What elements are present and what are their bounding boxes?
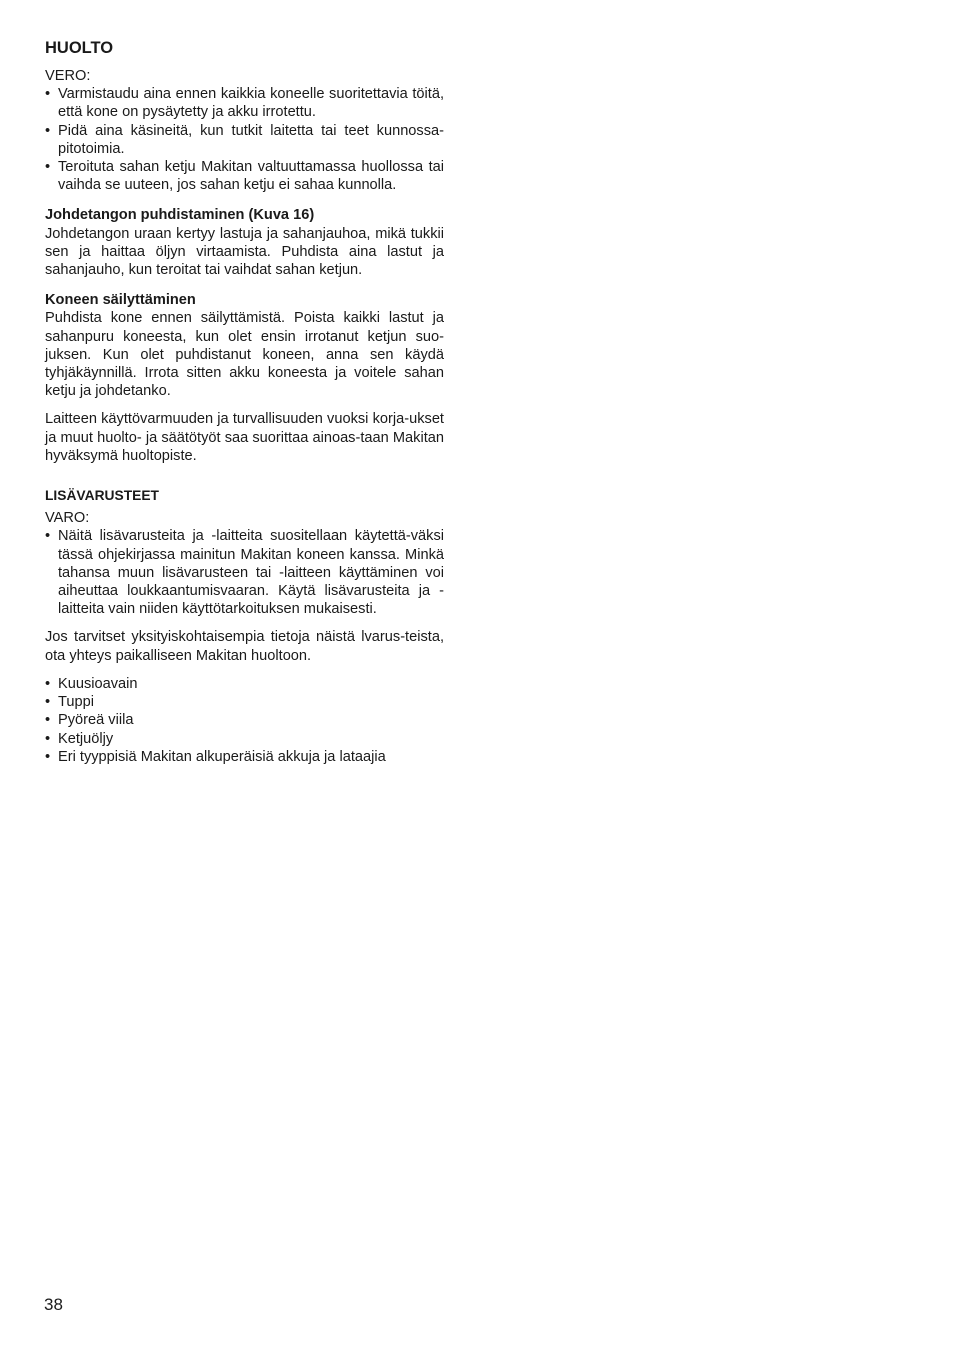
subsection-title-bar-cleaning: Johdetangon puhdistaminen (Kuva 16) bbox=[45, 207, 315, 224]
caution-label-huolto: VERO: bbox=[45, 68, 91, 84]
list-item: • Eri tyyppisiä Makitan alkuperäisiä akkuja ja lataajia bbox=[45, 748, 444, 766]
paragraph-storage-2: Laitteen käyttövarmuuden ja turvallisuuden vuoksi korja-ukset ja muut huolto- ja säätötyöt saa suorittaa ainoas-taan Makitan hyväksymä huoltopiste. bbox=[45, 411, 444, 464]
text-column bbox=[45, 38, 444, 766]
page-number: 38 bbox=[44, 1295, 63, 1314]
huolto-bullet-list bbox=[45, 85, 444, 194]
list-item: • Näitä lisävarusteita ja -laitteita suositellaan käytettä-väksi tässä ohjekirjassa mainitun Makitan koneen kanssa. Minkä tahansa muun lisävarusteen tai -laitteen käyttäminen voi aiheuttaa loukkaantumisvaaran. Käytä lisävarusteita ja -laitteita vain niiden käyttötarkoituksen mukaisesti. bbox=[45, 527, 444, 618]
list-item: • Teroituta sahan ketju Makitan valtuuttamassa huollossa tai vaihda se uuteen, jos sahan ketju ei sahaa kunnolla. bbox=[45, 158, 444, 194]
paragraph-bar-cleaning: Johdetangon uraan kertyy lastuja ja sahanjauhoa, mikä tukkii sen ja haittaa öljyn virtaamista. Puhdista aina lastut ja sahanjauho, kun teroitat tai vaihdat sahan ketjun. bbox=[45, 225, 444, 279]
subsection-title-storage: Koneen säilyttäminen bbox=[45, 292, 196, 309]
caution-label-accessories: VARO: bbox=[45, 510, 90, 527]
accessories-item-list bbox=[45, 675, 444, 766]
accessories-caution-list bbox=[45, 527, 444, 618]
list-item: • Varmistaudu aina ennen kaikkia koneelle suoritettavia töitä, että kone on pysäytetty ja akku irrotettu. bbox=[45, 85, 444, 121]
list-item: • Kuusioavain bbox=[45, 675, 444, 693]
list-item: • Pidä aina käsineitä, kun tutkit laitetta tai teet kunnossa-pitotoimia. bbox=[45, 122, 444, 158]
section-title-accessories: LISÄVARUSTEET bbox=[45, 488, 159, 504]
paragraph-accessories-info: Jos tarvitset yksityiskohtaisempia tietoja näistä lvarus-teista, ota yhteys paikalliseen Makitan huoltoon. bbox=[45, 629, 444, 664]
section-title-huolto: HUOLTO bbox=[45, 39, 114, 57]
list-item: • Tuppi bbox=[45, 693, 444, 711]
list-item: • Ketjuöljy bbox=[45, 730, 444, 748]
list-item: • Pyöreä viila bbox=[45, 711, 444, 729]
paragraph-storage-1: Puhdista kone ennen säilyttämistä. Poista kaikki lastut ja sahanpuru koneesta, kun olet ensin irrotanut ketjun suo-juksen. Kun olet puhdistanut koneen, anna sen käydä tyhjäkäynnillä. Irrota sitten akku koneesta ja voitele sahan ketju ja johdetanko. bbox=[45, 310, 444, 400]
